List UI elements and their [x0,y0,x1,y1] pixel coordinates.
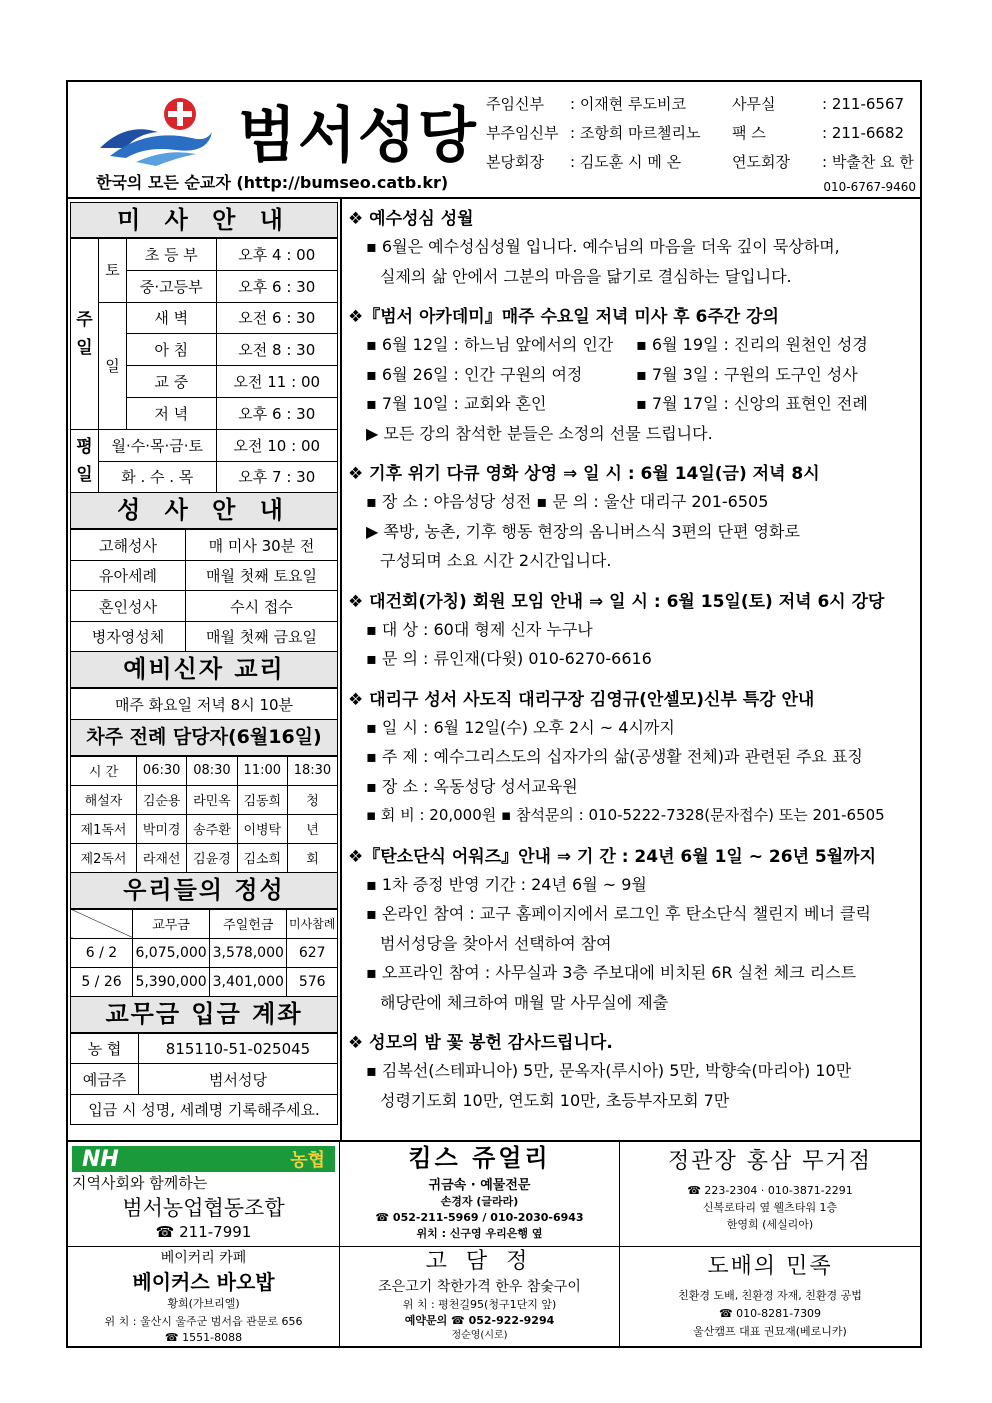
notice-section [348,461,918,576]
notice-line: ▪ 온라인 참여 : 교구 홈페이지에서 로그인 후 탄소단식 챌린지 베너 클릭 [366,904,871,923]
mass-name: 새 벽 [127,302,217,334]
staff-name: : 김도훈 시 메 온 [570,153,682,171]
catechumen-text: 매주 화요일 저녁 8시 10분 [71,689,338,720]
staff-row [486,90,914,119]
column-divider [340,199,342,1140]
liturgy-cell: 김윤경 [187,843,237,872]
bao-line: ☎ 1551-8088 [164,1331,243,1344]
offering-header: 주일헌금 [210,909,287,938]
nh-name: 범서농업협동조합 [122,1196,285,1220]
notice-line [348,330,918,360]
liturgy-cell: 김순용 [137,785,187,814]
account-table [70,1033,338,1126]
lecture-item: ▪ 6월 26일 : 인간 구원의 여정 [366,364,583,384]
ad-nh [68,1142,340,1246]
offering-table [70,909,338,997]
liturgy-header: 18:30 [287,756,337,785]
liturgy-header: 시 간 [71,756,137,785]
notice-section [348,687,918,831]
dobae-line: ☎ 010-8281-7309 [718,1307,822,1320]
liturgy-youth: 청 [287,785,337,814]
staff-row [486,119,914,148]
mass-time: 오후 6 : 30 [216,270,337,302]
notice-section [348,844,918,1018]
parish-logo-icon [96,92,226,168]
notice-section [348,1030,918,1115]
bao-title: 베이커스 바오밥 [132,1270,275,1294]
mass-name: 화 . 수 . 목 [99,461,217,493]
left-column [70,202,338,1125]
offering-corner [71,909,133,938]
liturgy-cell: 이병탁 [237,814,287,843]
header [68,82,920,199]
dobae-line: 울산캠프 대표 권묘재(베로니카) [693,1325,847,1338]
account-holder: 범서성당 [139,1064,338,1095]
nh-phone: ☎ 211-7991 [155,1223,252,1241]
liturgy-cell: 라민옥 [187,785,237,814]
staff-phone: 010-6767-9460 [823,180,916,194]
mass-time: 오전 11 : 00 [216,366,337,398]
sacrament-name: 유아세례 [71,560,186,591]
mass-time: 오전 10 : 00 [216,429,337,461]
mass-name: 아 침 [127,334,217,366]
account-title: 교무금 입금 계좌 [70,997,338,1033]
staff-name: : 이재현 루도비코 [570,95,687,113]
staff-role2: 연도회장 [732,153,790,171]
mass-name: 저 녁 [127,397,217,429]
offering-cell: 3,578,000 [210,938,287,967]
liturgy-header: 11:00 [237,756,287,785]
jk-line: 신복로타리 옆 웰츠타워 1층 [702,1201,838,1214]
offering-date: 5 / 26 [71,967,133,996]
notice-head: ❖ 예수성심 성월 [348,209,474,229]
lecture-item: ▪ 6월 12일 : 하느님 앞에서의 인간 [366,335,614,354]
account-holder-label: 예금주 [71,1064,139,1095]
notice-line: ▪ 1차 증정 반영 기간 : 24년 6월 ~ 9월 [366,874,647,894]
offering-title: 우리들의 정성 [70,873,338,909]
notice-line: ▪ 주 제 : 예수그리스도의 십자가의 삶(공생활 전체)과 관련된 주요 표징 [366,747,863,766]
liturgy-cell: 김소희 [237,843,287,872]
kims-line: 위치 : 신구영 우리은행 옆 [416,1227,543,1240]
mass-name: 월·수·목·금·토 [99,429,217,461]
mass-time: 오후 6 : 30 [216,397,337,429]
ad-dobae [620,1247,920,1348]
ad-godam [340,1247,620,1348]
staff-name: : 조항희 마르첼리노 [570,124,701,142]
notice-column [348,206,918,1128]
liturgy-role: 제1독서 [71,814,137,843]
sunday-label: 주일 [71,239,99,430]
kims-title: 킴스 쥬얼리 [408,1144,551,1172]
kims-line: ☎ 052-211-5969 / 010-2030-6943 [375,1211,584,1224]
staff-role: 주임신부 [486,95,544,113]
staff-value: : 박출찬 요 한 [822,153,914,171]
sacrament-value: 수시 접수 [186,591,338,622]
sun-label: 일 [99,302,127,429]
godam-title: 고 담 정 [425,1249,534,1274]
mass-time: 오후 7 : 30 [216,461,337,493]
notice-line: 해당란에 체크하여 매월 말 사무실에 제출 [380,992,669,1012]
staff-role: 부주임신부 [486,124,559,142]
dobae-line: 친환경 도배, 친환경 자재, 친환경 공법 [678,1289,862,1302]
sacrament-name: 고해성사 [71,530,186,561]
mass-time: 오후 4 : 00 [216,239,337,271]
nh-banner [72,1146,335,1172]
parish-motto: 한국의 모든 순교자 (http://bumseo.catb.kr) [96,173,449,192]
liturgy-cell: 라재선 [137,843,187,872]
kims-line: 귀금속 · 예물전문 [428,1178,531,1193]
notice-line: 실제의 삶 안에서 그분의 마음을 닮기로 결심하는 달입니다. [380,266,792,286]
parish-title: 범서성당 [238,101,478,171]
notice-line: ▪ 일 시 : 6월 12일(수) 오후 2시 ~ 4시까지 [366,717,675,737]
notice-line: 성령기도회 10만, 연도회 10만, 초등부자모회 7만 [380,1090,730,1110]
liturgy-youth: 회 [287,843,337,872]
notice-head: ❖『탄소단식 어워즈』안내 ⇒ 기 간 : 24년 6월 1일 ~ 26년 5월까지 [348,846,877,867]
bao-line: 황희(가브리엘) [167,1297,240,1310]
liturgy-role: 해설자 [71,785,137,814]
nh-line1: 지역사회와 함께하는 [72,1174,208,1192]
notice-head: ❖『범서 아카데미』매주 수요일 저녁 미사 후 6주간 강의 [348,307,779,327]
notice-head: ❖ 대건회(가칭) 회원 모임 안내 ⇒ 일 시 : 6월 15일(토) 저녁 6시 강당 [348,591,885,612]
liturgy-header: 06:30 [137,756,187,785]
account-number: 815110-51-025045 [139,1033,338,1064]
notice-section [348,304,918,448]
notice-line: ▪ 장 소 : 야음성당 성전 ▪ 문 의 : 울산 대리구 201-6505 [366,492,769,511]
ad-jk [620,1142,920,1246]
notice-line: 구성되며 소요 시간 2시간입니다. [380,551,612,570]
mass-name: 초 등 부 [127,239,217,271]
offering-cell: 6,075,000 [133,938,210,967]
jk-line: ☎ 223-2304 · 010-3871-2291 [687,1184,853,1197]
notice-line: ▪ 회 비 : 20,000원 ▪ 참석문의 : 010-5222-7328(문자접수) 또는 201-6505 [366,806,885,824]
lecture-item: ▪ 7월 17일 : 신앙의 표현인 전례 [636,394,868,413]
mass-name: 중·고등부 [127,270,217,302]
godam-line: 조은고기 착한가격 한우 참숯구이 [378,1279,581,1295]
offering-cell: 627 [287,938,338,967]
notice-line: ▪ 대 상 : 60대 형제 신자 누구나 [366,619,593,639]
lecture-item: ▪ 7월 3일 : 구원의 도구인 성사 [636,364,858,384]
liturgy-title: 차주 전례 담당자(6월16일) [70,720,338,756]
liturgy-cell: 박미경 [137,814,187,843]
staff-row [486,148,914,177]
account-bank-label: 농 협 [71,1033,139,1064]
notice-line [348,360,918,390]
offering-cell: 5,390,000 [133,967,210,996]
staff-list [486,90,914,177]
sacrament-value: 매월 첫째 금요일 [186,621,338,652]
sacrament-title: 성 사 안 내 [70,493,338,529]
offering-date: 6 / 2 [71,938,133,967]
bao-line: 위 치 : 울산시 울주군 범서읍 관문로 656 [104,1315,303,1328]
mass-time: 오전 6 : 30 [216,302,337,334]
mass-name: 교 중 [127,366,217,398]
staff-value: : 211-6682 [822,124,905,142]
staff-role2: 팩 스 [732,124,766,142]
liturgy-youth: 년 [287,814,337,843]
mass-time: 오전 8 : 30 [216,334,337,366]
nh-logo-text: NH [82,1146,119,1172]
nh-logo-text2: 농협 [290,1150,325,1171]
notice-line: ▪ 김복선(스테파니아) 5만, 문옥자(루시아) 5만, 박향숙(마리아) 10만 [366,1061,852,1080]
saturday-label: 토 [99,239,127,303]
notice-line: ▪ 장 소 : 옥동성당 성서교육원 [366,776,578,796]
notice-line [348,389,918,419]
sacrament-name: 병자영성체 [71,621,186,652]
catechumen-table [70,688,338,720]
sacrament-name: 혼인성사 [71,591,186,622]
sacrament-table [70,529,338,652]
jk-line: 한영희 (세실리아) [726,1218,814,1231]
sacrament-value: 매 미사 30분 전 [186,530,338,561]
notice-head: ❖ 기후 위기 다큐 영화 상영 ⇒ 일 시 : 6월 14일(금) 저녁 8시 [348,464,820,484]
godam-line: 위 치 : 평천길95(청구1단지 앞) [402,1298,557,1311]
staff-value: : 211-6567 [822,95,905,113]
liturgy-header: 08:30 [187,756,237,785]
mass-title: 미 사 안 내 [70,202,338,238]
lecture-item: ▪ 7월 10일 : 교회와 혼인 [366,394,547,413]
dobae-title: 도배의 민족 [707,1254,833,1279]
notice-line: ▪ 6월은 예수성심성월 입니다. 예수님의 마음을 더욱 깊이 묵상하며, [366,237,840,256]
ads-area [68,1140,920,1346]
sacrament-value: 매월 첫째 토요일 [186,560,338,591]
notice-line: ▪ 오프라인 참여 : 사무실과 3층 주보대에 비치된 6R 실천 체크 리스트 [366,963,857,982]
ad-kims [340,1142,620,1246]
mass-table [70,238,338,493]
ad-baobab [68,1247,340,1348]
offering-header: 교무금 [133,909,210,938]
weekday-label: 평일 [71,429,99,493]
account-note: 입금 시 성명, 세례명 기록해주세요. [71,1094,338,1125]
notice-head: ❖ 대리구 성서 사도직 대리구장 김영규(안셀모)신부 특강 안내 [348,689,815,710]
liturgy-table [70,756,338,873]
godam-line: 정순영(시로) [451,1330,508,1341]
lecture-item: ▪ 6월 19일 : 진리의 원천인 성경 [636,335,868,354]
notice-line: ▶ 모든 강의 참석한 분들은 소정의 선물 드립니다. [366,423,713,443]
notice-section [348,589,918,674]
offering-cell: 576 [287,967,338,996]
bulletin-frame [66,80,922,1348]
offering-cell: 3,401,000 [210,967,287,996]
liturgy-cell: 김동희 [237,785,287,814]
staff-role: 본당회장 [486,153,544,171]
notice-section [348,206,918,291]
notice-line: ▶ 쪽방, 농촌, 기후 행동 현장의 옴니버스식 3편의 단편 영화로 [366,521,800,541]
godam-line: 예약문의 ☎ 052-922-9294 [404,1314,555,1327]
catechumen-title: 예비신자 교리 [70,652,338,688]
notice-line: ▪ 문 의 : 류인재(다윗) 010-6270-6616 [366,649,652,668]
liturgy-role: 제2독서 [71,843,137,872]
notice-line: 범서성당을 찾아서 선택하여 참여 [380,933,612,953]
notice-head: ❖ 성모의 밤 꽃 봉헌 감사드립니다. [348,1033,613,1053]
jk-title: 정관장 홍삼 무거점 [667,1149,872,1174]
kims-line: 손경자 (글라라) [440,1195,519,1208]
offering-header: 미사참례 [287,909,338,938]
bao-line: 베이커리 카페 [160,1250,247,1266]
liturgy-cell: 송주환 [187,814,237,843]
staff-role2: 사무실 [732,95,776,113]
